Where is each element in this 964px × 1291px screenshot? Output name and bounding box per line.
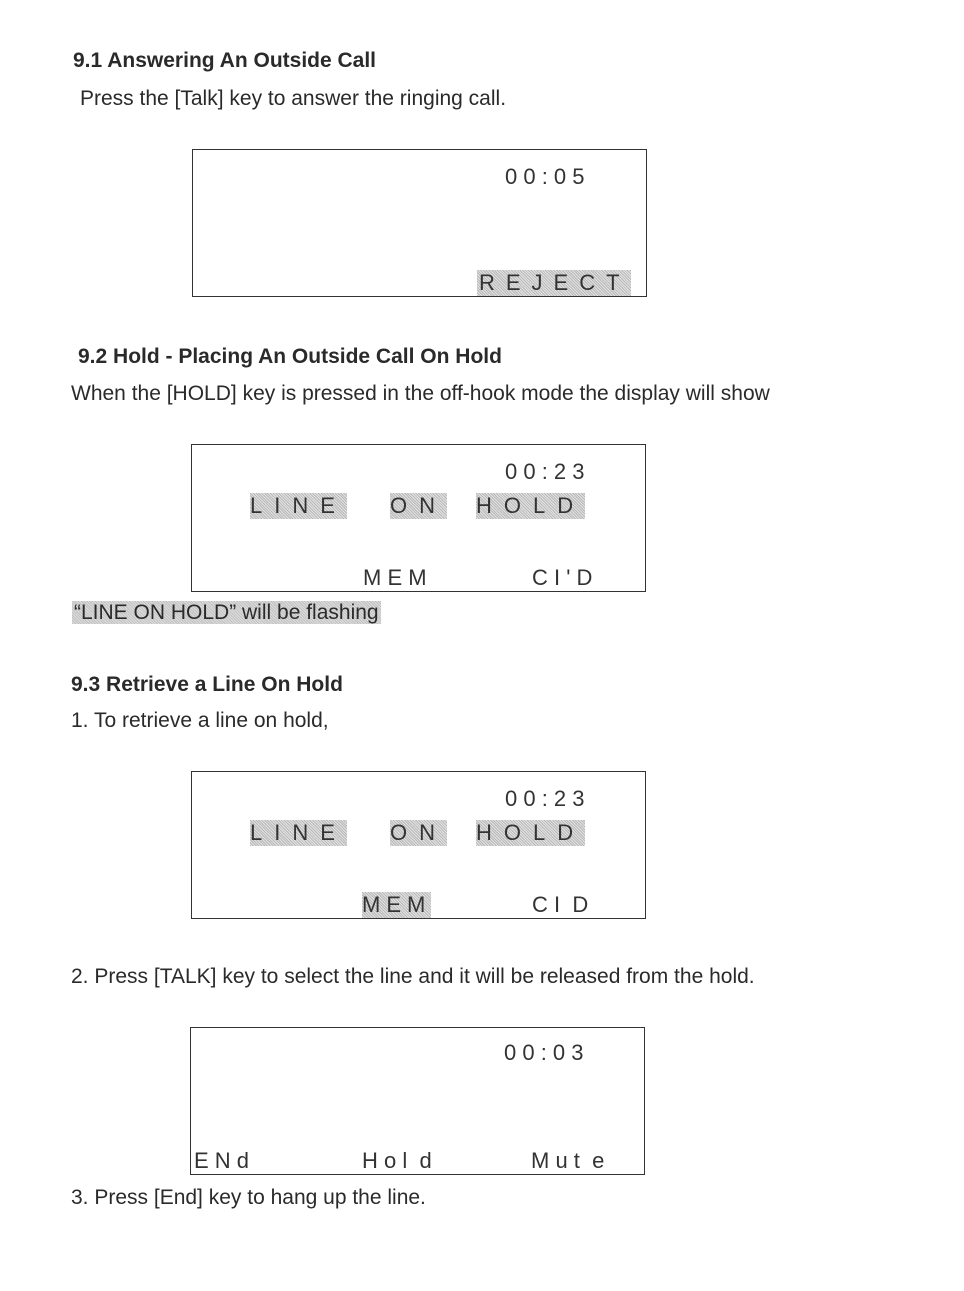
lcd-display-retrieve <box>191 771 646 919</box>
section-text-9-2: When the [HOLD] key is pressed in the off-hook mode the display will show <box>71 382 770 405</box>
lcd-timer: 0 0 : 0 3 <box>504 1040 584 1065</box>
step-1-text: 1. To retrieve a line on hold, <box>71 709 329 732</box>
flashing-note <box>72 601 381 625</box>
lcd-timer: 0 0 : 0 5 <box>505 164 585 189</box>
lcd-softkey-mem: M E M <box>363 565 427 590</box>
lcd-softkey-cid: C I D <box>532 892 589 917</box>
section-heading-9-1: 9.1 Answering An Outside Call <box>73 49 377 72</box>
lcd-softkey-cid: C I ' D <box>532 565 593 590</box>
lcd-timer: 0 0 : 2 3 <box>505 786 585 811</box>
lcd-display-released <box>190 1027 645 1175</box>
lcd-softkey-hold: H o l d <box>362 1148 432 1173</box>
lcd-softkey-mem: MEM <box>362 892 432 917</box>
flashing-note-text: “LINE ON HOLD” will be flashing <box>74 601 379 624</box>
section-heading-9-3: 9.3 Retrieve a Line On Hold <box>71 673 343 696</box>
lcd-softkey-end: E N d <box>194 1148 250 1173</box>
lcd-timer: 0 0 : 2 3 <box>505 459 585 484</box>
section-text-9-1: Press the [Talk] key to answer the ringing call. <box>80 87 507 110</box>
section-heading-9-2: 9.2 Hold - Placing An Outside Call On Hold <box>78 345 502 368</box>
step-3-text: 3. Press [End] key to hang up the line. <box>71 1186 426 1209</box>
lcd-text-hold: HOLD <box>476 820 586 845</box>
lcd-display-hold <box>191 444 646 592</box>
lcd-softkey-reject: REJECT <box>479 270 631 295</box>
lcd-text-line: LINE <box>250 820 347 845</box>
lcd-text-on: ON <box>390 493 447 518</box>
lcd-text-on: ON <box>390 820 447 845</box>
lcd-text-hold: HOLD <box>476 493 586 518</box>
lcd-display-answer <box>192 149 647 297</box>
step-2-text: 2. Press [TALK] key to select the line and it will be released from the hold. <box>71 965 755 988</box>
lcd-softkey-mute: M u t e <box>531 1148 605 1173</box>
lcd-text-line: LINE <box>250 493 347 518</box>
